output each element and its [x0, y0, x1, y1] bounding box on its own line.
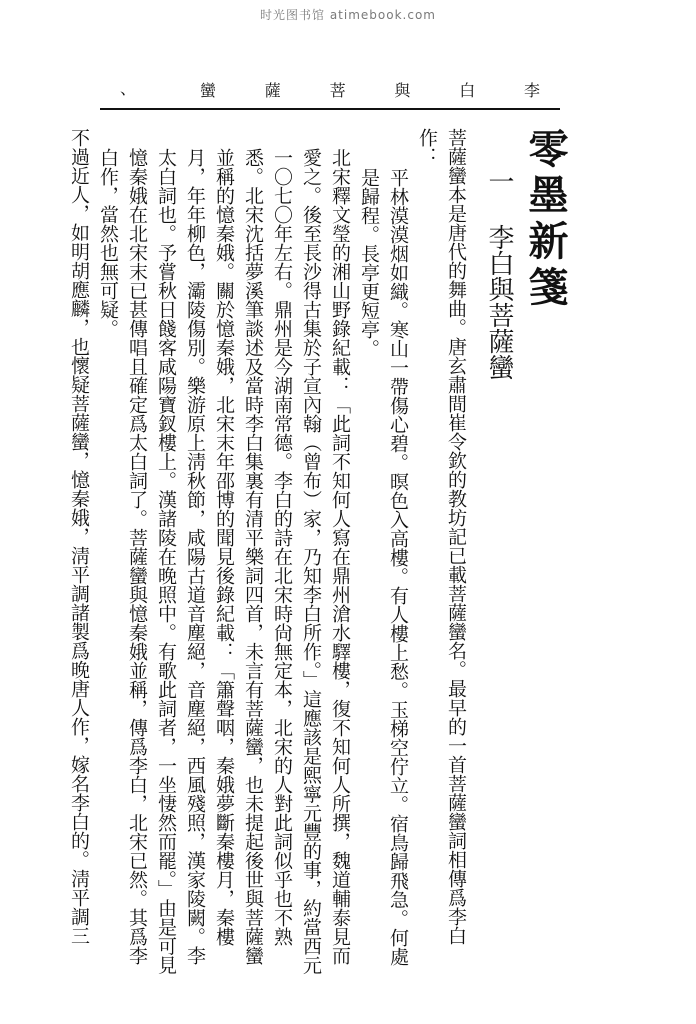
page-body: [68, 128, 569, 978]
page-title: 零墨新箋: [522, 128, 569, 312]
running-head-char: 薩: [264, 81, 281, 100]
section-title-text: 李白與菩薩蠻: [484, 224, 514, 381]
header-rule: [100, 108, 560, 110]
section-title: [484, 168, 513, 978]
running-head-char: 菩: [329, 81, 346, 100]
page-mark: 、: [120, 79, 137, 98]
section-number: 一: [484, 168, 514, 194]
paragraph: 不過近人，如明胡應麟，也懷疑菩薩蠻，憶秦娥，淸平調諸製爲晚唐人作，嫁名李白的。淸平調三: [68, 128, 90, 945]
running-head-char: 蠻: [200, 81, 217, 100]
watermark: 时光图书馆 atimebook.com: [260, 8, 436, 22]
paragraph: 菩薩蠻本是唐代的舞曲。唐玄肅間崔令欽的教坊記已載菩薩蠻名。最早的一首菩薩蠻詞相傳爲李白作：: [416, 128, 467, 945]
poem: 平林漠漠烟如織。寒山一帶傷心碧。暝色入高樓。有人樓上愁。玉梯空佇立。宿鳥歸飛急。何處是歸程。長亭更短亭。: [358, 168, 409, 966]
running-head: [200, 78, 540, 101]
running-head-char: 白: [459, 81, 476, 100]
running-head-char: 與: [394, 81, 411, 100]
running-head-char: 李: [523, 81, 540, 100]
paragraph: 北宋釋文瑩的湘山野錄紀載：「此詞不知何人寫在鼎州滄水驛樓，復不知何人所撰，魏道輔泰見而愛之。後至長沙得古集於子宣內翰（曾布）家，乃知李白所作。」這應該是熙寧元豐的事，約當西元一〇七〇年左右。鼎州是今湖南常德。李白的詩在北宋時尙無定本，北宋的人對此詞似乎也不熟悉。北宋沈括夢溪筆談述及當時李白集裏有清平樂詞四首，未言有菩薩蠻，也未提起後世與菩薩蠻並稱的憶秦娥。關於憶秦娥，北宋末年邵博的聞見後錄紀載：「簫聲咽，秦娥夢斷秦樓月，秦樓月，年年柳色，灞陵傷別。樂游原上淸秋節，咸陽古道音塵絕，音塵絕，西風殘照，漢家陵闕。李太白詞也。予嘗秋日餞客咸陽寶釵樓上。漢諸陵在晚照中。有歌此詞者，一坐悽然而罷。」由是可見憶秦娥在北宋末已甚傳唱且確定爲太白詞了。菩薩蠻與憶秦娥並稱，傳爲李白，北宋已然。其爲李白作，當然也無可疑。: [97, 148, 351, 975]
